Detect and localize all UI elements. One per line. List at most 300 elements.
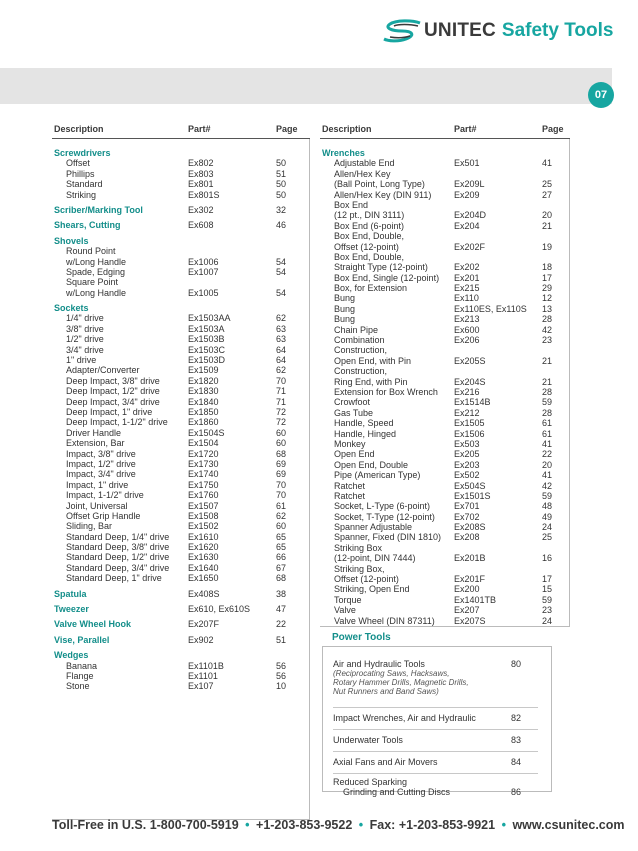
item-description: Flange — [66, 670, 94, 681]
part-number: Ex1503A — [188, 323, 225, 334]
item-description: Offset Grip Handle — [66, 510, 141, 521]
page-ref: 50 — [276, 179, 287, 190]
part-number: Ex205S — [454, 355, 486, 366]
part-number: Ex1006 — [188, 256, 219, 267]
part-number: Ex1750 — [188, 479, 219, 490]
part-number: Ex1503B — [188, 334, 225, 345]
page-ref: 59 — [542, 594, 553, 605]
power-tools-divider — [333, 707, 538, 708]
item-description: Standard Deep, 3/4" drive — [66, 562, 170, 573]
item-description: Box End, Double, — [334, 251, 405, 262]
header-part: Part# — [454, 124, 477, 134]
item-row — [320, 314, 569, 324]
category-label: Shovels — [54, 235, 89, 246]
page-ref: 17 — [542, 574, 553, 585]
item-description: (12 pt., DIN 3111) — [334, 210, 405, 221]
item-description: Striking Box, — [334, 563, 385, 574]
item-row — [320, 397, 569, 407]
part-number: Ex1650 — [188, 573, 219, 584]
item-description: Deep Impact, 1/2" drive — [66, 386, 160, 397]
item-row — [52, 563, 309, 573]
part-number: Ex207F — [188, 619, 220, 630]
page-ref: 25 — [542, 532, 553, 543]
category-label: Wedges — [54, 650, 89, 661]
item-row — [52, 417, 309, 427]
part-number: Ex1503C — [188, 344, 226, 355]
page-ref: 32 — [276, 204, 287, 215]
power-tools-item-page: 83 — [511, 735, 522, 745]
page-ref: 23 — [542, 335, 553, 346]
header-description: Description — [322, 124, 372, 134]
part-number: Ex1860 — [188, 417, 219, 428]
item-row — [52, 246, 309, 256]
header-part: Part# — [188, 124, 211, 134]
item-description: Impact, 1-1/2" drive — [66, 490, 144, 501]
part-number: Ex600 — [454, 324, 480, 335]
page-ref: 62 — [276, 510, 287, 521]
item-description: Offset (12-point) — [334, 574, 399, 585]
item-description: Joint, Universal — [66, 500, 128, 511]
part-number: Ex107 — [188, 681, 214, 692]
item-description: Extension for Box Wrench — [334, 386, 438, 397]
item-row — [52, 179, 309, 189]
item-description: 1/2" drive — [66, 334, 104, 345]
page-ref: 17 — [542, 272, 553, 283]
part-number: Ex610, Ex610S — [188, 604, 251, 615]
item-row — [320, 584, 569, 594]
item-row — [320, 460, 569, 470]
item-row — [320, 429, 569, 439]
index-column-right — [320, 120, 570, 627]
part-number: Ex1503D — [188, 355, 226, 366]
item-description: Valve — [334, 605, 356, 616]
page-ref: 60 — [276, 427, 287, 438]
unitec-swoosh-icon — [382, 19, 422, 43]
item-description: Striking — [66, 189, 97, 200]
power-tools-item-label: Air and Hydraulic Tools — [333, 659, 425, 669]
item-description: Combination — [334, 335, 385, 346]
item-row — [52, 552, 309, 562]
item-row — [52, 671, 309, 681]
page-ref: 18 — [542, 262, 553, 273]
page-ref: 28 — [542, 314, 553, 325]
page-ref: 65 — [276, 542, 287, 553]
page-ref: 54 — [276, 287, 287, 298]
page-ref: 60 — [276, 438, 287, 449]
item-row — [320, 387, 569, 397]
part-number: Ex1508 — [188, 510, 219, 521]
part-number: Ex1506 — [454, 428, 485, 439]
item-description: Standard Deep, 3/8" drive — [66, 542, 170, 553]
item-description: Ratchet — [334, 490, 366, 501]
page-ref: 12 — [542, 293, 553, 304]
item-description: Striking Box — [334, 542, 383, 553]
page-ref: 41 — [542, 158, 553, 169]
power-tools-item-label-line2: Grinding and Cutting Discs — [343, 787, 451, 797]
item-row — [320, 543, 569, 553]
item-row — [52, 257, 309, 267]
page-ref: 29 — [542, 283, 553, 294]
item-description: (12-point, DIN 7444) — [334, 553, 416, 564]
contact-footer — [52, 818, 625, 832]
category-row — [52, 220, 309, 230]
item-row — [320, 532, 569, 542]
item-row — [320, 522, 569, 532]
item-description: Allen/Hex Key (DIN 911) — [334, 189, 432, 200]
item-row — [320, 335, 569, 345]
part-number: Ex110ES, Ex110S — [454, 303, 527, 314]
item-row — [52, 324, 309, 334]
item-row — [320, 345, 569, 355]
brand-logo — [382, 18, 613, 44]
item-row — [320, 210, 569, 220]
item-row — [320, 470, 569, 480]
item-description: Standard — [66, 179, 103, 190]
part-number: Ex213 — [454, 314, 480, 325]
part-number: Ex502 — [454, 470, 480, 481]
part-number: Ex701 — [454, 501, 480, 512]
category-row — [52, 650, 309, 660]
part-number: Ex110 — [454, 293, 479, 304]
part-number: Ex1720 — [188, 448, 219, 459]
item-row — [320, 512, 569, 522]
item-description: Crowfoot — [334, 397, 371, 408]
power-tools-item — [333, 659, 533, 696]
item-description: Sliding, Bar — [66, 521, 113, 532]
page-ref: 23 — [542, 605, 553, 616]
item-description: Straight Type (12-point) — [334, 262, 428, 273]
category-row — [52, 589, 309, 599]
power-tools-item-label: Impact Wrenches, Air and Hydraulic — [333, 713, 476, 723]
page-ref: 54 — [276, 266, 287, 277]
item-row — [52, 365, 309, 375]
page-ref: 46 — [276, 220, 287, 231]
page-ref: 62 — [276, 313, 287, 324]
power-tools-item-label: Reduced Sparking — [333, 777, 408, 787]
item-description: Box End, Double, — [334, 231, 405, 242]
item-description: Chain Pipe — [334, 324, 379, 335]
item-row — [320, 605, 569, 615]
part-number: Ex608 — [188, 220, 214, 231]
category-label: Scriber/Marking Tool — [54, 204, 143, 215]
item-row — [320, 418, 569, 428]
page-ref: 28 — [542, 386, 553, 397]
part-number: Ex204S — [454, 376, 486, 387]
item-description: Impact, 3/8" drive — [66, 448, 136, 459]
item-description: Handle, Hinged — [334, 428, 397, 439]
part-number: Ex1505 — [454, 418, 485, 429]
part-number: Ex1504 — [188, 438, 219, 449]
page-ref: 61 — [542, 428, 553, 439]
page-ref: 20 — [542, 210, 553, 221]
item-description: Bung — [334, 314, 356, 325]
item-row — [320, 262, 569, 272]
item-row — [320, 169, 569, 179]
page-ref: 41 — [542, 470, 553, 481]
item-row — [320, 293, 569, 303]
part-number: Ex209 — [454, 189, 480, 200]
bullet-separator: • — [358, 818, 364, 832]
item-row — [320, 439, 569, 449]
website-link[interactable]: www.csunitec.com — [512, 818, 625, 832]
part-number: Ex1101B — [188, 660, 224, 671]
part-number: Ex702 — [454, 511, 480, 522]
power-tools-divider — [333, 773, 538, 774]
part-number: Ex215 — [454, 283, 480, 294]
page-ref: 69 — [276, 469, 287, 480]
page-ref: 71 — [276, 396, 287, 407]
item-row — [52, 661, 309, 671]
item-row — [320, 304, 569, 314]
part-number: Ex1760 — [188, 490, 219, 501]
page-number-badge: 07 — [588, 82, 614, 108]
power-tools-divider — [333, 729, 538, 730]
page-ref: 21 — [542, 220, 553, 231]
page-ref: 56 — [276, 660, 287, 671]
part-number: Ex208S — [454, 522, 486, 533]
item-description: Deep Impact, 3/4" drive — [66, 396, 160, 407]
item-row — [52, 158, 309, 168]
page-ref: 60 — [276, 521, 287, 532]
page-ref: 72 — [276, 417, 287, 428]
part-number: Ex501 — [454, 158, 480, 169]
part-number: Ex1850 — [188, 406, 219, 417]
item-description: 3/4" drive — [66, 344, 104, 355]
part-number: Ex1820 — [188, 375, 219, 386]
item-description: Socket, L-Type (6-point) — [334, 501, 431, 512]
page-ref: 47 — [276, 604, 287, 615]
item-description: Deep Impact, 3/8" drive — [66, 375, 160, 386]
item-row — [320, 252, 569, 262]
category-row — [52, 148, 309, 158]
page-ref: 70 — [276, 490, 287, 501]
column-headers — [320, 120, 570, 136]
part-number: Ex205 — [454, 449, 480, 460]
part-number: Ex1401TB — [454, 594, 497, 605]
page-ref: 70 — [276, 375, 287, 386]
item-row — [320, 356, 569, 366]
item-row — [52, 542, 309, 552]
item-row — [52, 449, 309, 459]
item-description: Construction, — [334, 366, 388, 377]
part-number: Ex1830 — [188, 386, 219, 397]
power-tools-divider — [333, 751, 538, 752]
power-tools-title: Power Tools — [332, 632, 391, 643]
category-label: Valve Wheel Hook — [54, 619, 132, 630]
item-row — [52, 681, 309, 691]
part-number: Ex1503AA — [188, 313, 231, 324]
item-row — [52, 288, 309, 298]
part-number: Ex902 — [188, 634, 214, 645]
part-number: Ex503 — [454, 438, 480, 449]
item-description: Adapter/Converter — [66, 365, 140, 376]
item-description: Stone — [66, 681, 90, 692]
item-description: Pipe (American Type) — [334, 470, 421, 481]
power-tools-item-note: (Reciprocating Saws, Hacksaws, — [333, 669, 450, 678]
part-number: Ex201B — [454, 553, 486, 564]
item-description: Construction, — [334, 345, 388, 356]
item-row — [320, 158, 569, 168]
item-row — [320, 179, 569, 189]
part-number: Ex1509 — [188, 365, 219, 376]
item-description: Valve Wheel (DIN 87311) — [334, 615, 435, 626]
page-ref: 42 — [542, 480, 553, 491]
part-number: Ex1514B — [454, 397, 491, 408]
right-index-list — [320, 139, 570, 627]
item-row — [52, 480, 309, 490]
item-description: w/Long Handle — [66, 287, 127, 298]
item-row — [52, 521, 309, 531]
item-description: Torque — [334, 594, 362, 605]
part-number: Ex202F — [454, 241, 486, 252]
page-ref: 64 — [276, 344, 287, 355]
part-number: Ex208 — [454, 532, 480, 543]
item-description: Box End, Single (12-point) — [334, 272, 440, 283]
page-ref: 69 — [276, 458, 287, 469]
page-ref: 66 — [276, 552, 287, 563]
page-ref: 51 — [276, 634, 287, 645]
item-description: Round Point — [66, 246, 116, 257]
part-number: Ex206 — [454, 335, 480, 346]
page-ref: 49 — [542, 511, 553, 522]
page-ref: 61 — [542, 418, 553, 429]
page-ref: 61 — [276, 500, 287, 511]
part-number: Ex207S — [454, 615, 486, 626]
item-description: Spade, Edging — [66, 266, 126, 277]
page-ref: 63 — [276, 334, 287, 345]
item-description: Allen/Hex Key — [334, 168, 391, 179]
item-description: Standard Deep, 1/2" drive — [66, 552, 170, 563]
item-description: Extension, Bar — [66, 438, 125, 449]
power-tools-section — [322, 630, 552, 797]
part-number: Ex801S — [188, 189, 220, 200]
item-row — [320, 491, 569, 501]
power-tools-box — [322, 646, 552, 797]
part-number: Ex504S — [454, 480, 486, 491]
page-ref: 21 — [542, 376, 553, 387]
category-row — [52, 619, 309, 629]
item-description: Bung — [334, 303, 356, 314]
page-ref: 63 — [276, 323, 287, 334]
part-number: Ex200 — [454, 584, 480, 595]
item-row — [320, 377, 569, 387]
power-tools-item-label: Axial Fans and Air Movers — [333, 757, 438, 767]
item-description: (Ball Point, Long Type) — [334, 179, 425, 190]
item-row — [320, 200, 569, 210]
category-row — [52, 236, 309, 246]
power-tools-item — [333, 777, 533, 797]
item-description: Gas Tube — [334, 407, 374, 418]
item-description: Bung — [334, 293, 356, 304]
item-description: Spanner Adjustable — [334, 522, 413, 533]
item-row — [52, 345, 309, 355]
item-description: Deep Impact, 1-1/2" drive — [66, 417, 168, 428]
category-row — [52, 303, 309, 313]
bullet-separator: • — [245, 818, 250, 832]
part-number: Ex216 — [454, 386, 480, 397]
category-label: Tweezer — [54, 604, 89, 615]
power-tools-item-page: 80 — [511, 659, 522, 669]
category-label: Screwdrivers — [54, 148, 111, 158]
item-description: Square Point — [66, 277, 119, 288]
page-ref: 48 — [542, 501, 553, 512]
item-description: 3/8" drive — [66, 323, 104, 334]
brand-name: UNITEC — [424, 20, 496, 41]
power-tools-item-page: 86 — [511, 787, 522, 797]
item-description: 1/4" drive — [66, 313, 104, 324]
part-number: Ex1740 — [188, 469, 219, 480]
item-row — [52, 334, 309, 344]
item-row — [320, 273, 569, 283]
category-label: Spatula — [54, 588, 87, 599]
item-row — [320, 283, 569, 293]
item-description: Standard Deep, 1/4" drive — [66, 531, 170, 542]
item-row — [320, 481, 569, 491]
page-ref: 22 — [276, 619, 287, 630]
page-ref: 54 — [276, 256, 287, 267]
page-ref: 72 — [276, 406, 287, 417]
item-row — [320, 574, 569, 584]
part-number: Ex801 — [188, 179, 214, 190]
page-ref: 20 — [542, 459, 553, 470]
power-tools-item — [333, 713, 533, 723]
item-row — [52, 397, 309, 407]
item-row — [52, 532, 309, 542]
part-number: Ex1501S — [454, 490, 491, 501]
page-ref: 68 — [276, 573, 287, 584]
page-ref: 24 — [542, 522, 553, 533]
page-ref: 15 — [542, 584, 553, 595]
page-ref: 41 — [542, 438, 553, 449]
part-number: Ex802 — [188, 158, 214, 169]
item-row — [52, 407, 309, 417]
category-row — [320, 148, 569, 158]
tollfree-number: Toll-Free in U.S. 1-800-700-5919 — [52, 818, 239, 832]
item-row — [52, 267, 309, 277]
item-row — [320, 501, 569, 511]
power-tools-item-page: 82 — [511, 713, 522, 723]
page-ref: 38 — [276, 588, 287, 599]
item-description: Driver Handle — [66, 427, 122, 438]
item-row — [320, 616, 569, 626]
item-row — [52, 386, 309, 396]
item-row — [320, 190, 569, 200]
power-tools-item — [333, 757, 533, 767]
item-row — [320, 366, 569, 376]
page-ref: 56 — [276, 670, 287, 681]
page-ref: 65 — [276, 531, 287, 542]
item-description: Open End — [334, 449, 375, 460]
item-row — [320, 449, 569, 459]
header-page: Page — [542, 124, 564, 134]
item-description: 1" drive — [66, 355, 97, 366]
page-ref: 50 — [276, 189, 287, 200]
header-page: Page — [276, 124, 298, 134]
part-number: Ex1610 — [188, 531, 219, 542]
item-row — [52, 490, 309, 500]
item-row — [52, 355, 309, 365]
item-description: Open End, with Pin — [334, 355, 412, 366]
item-description: Ratchet — [334, 480, 366, 491]
category-label: Sockets — [54, 303, 89, 314]
item-description: Box End (6-point) — [334, 220, 405, 231]
part-number: Ex201 — [454, 272, 480, 283]
page-ref: 28 — [542, 407, 553, 418]
header-description: Description — [54, 124, 104, 134]
item-description: Socket, T-Type (12-point) — [334, 511, 435, 522]
page-ref: 50 — [276, 158, 287, 169]
item-description: Offset — [66, 158, 90, 169]
